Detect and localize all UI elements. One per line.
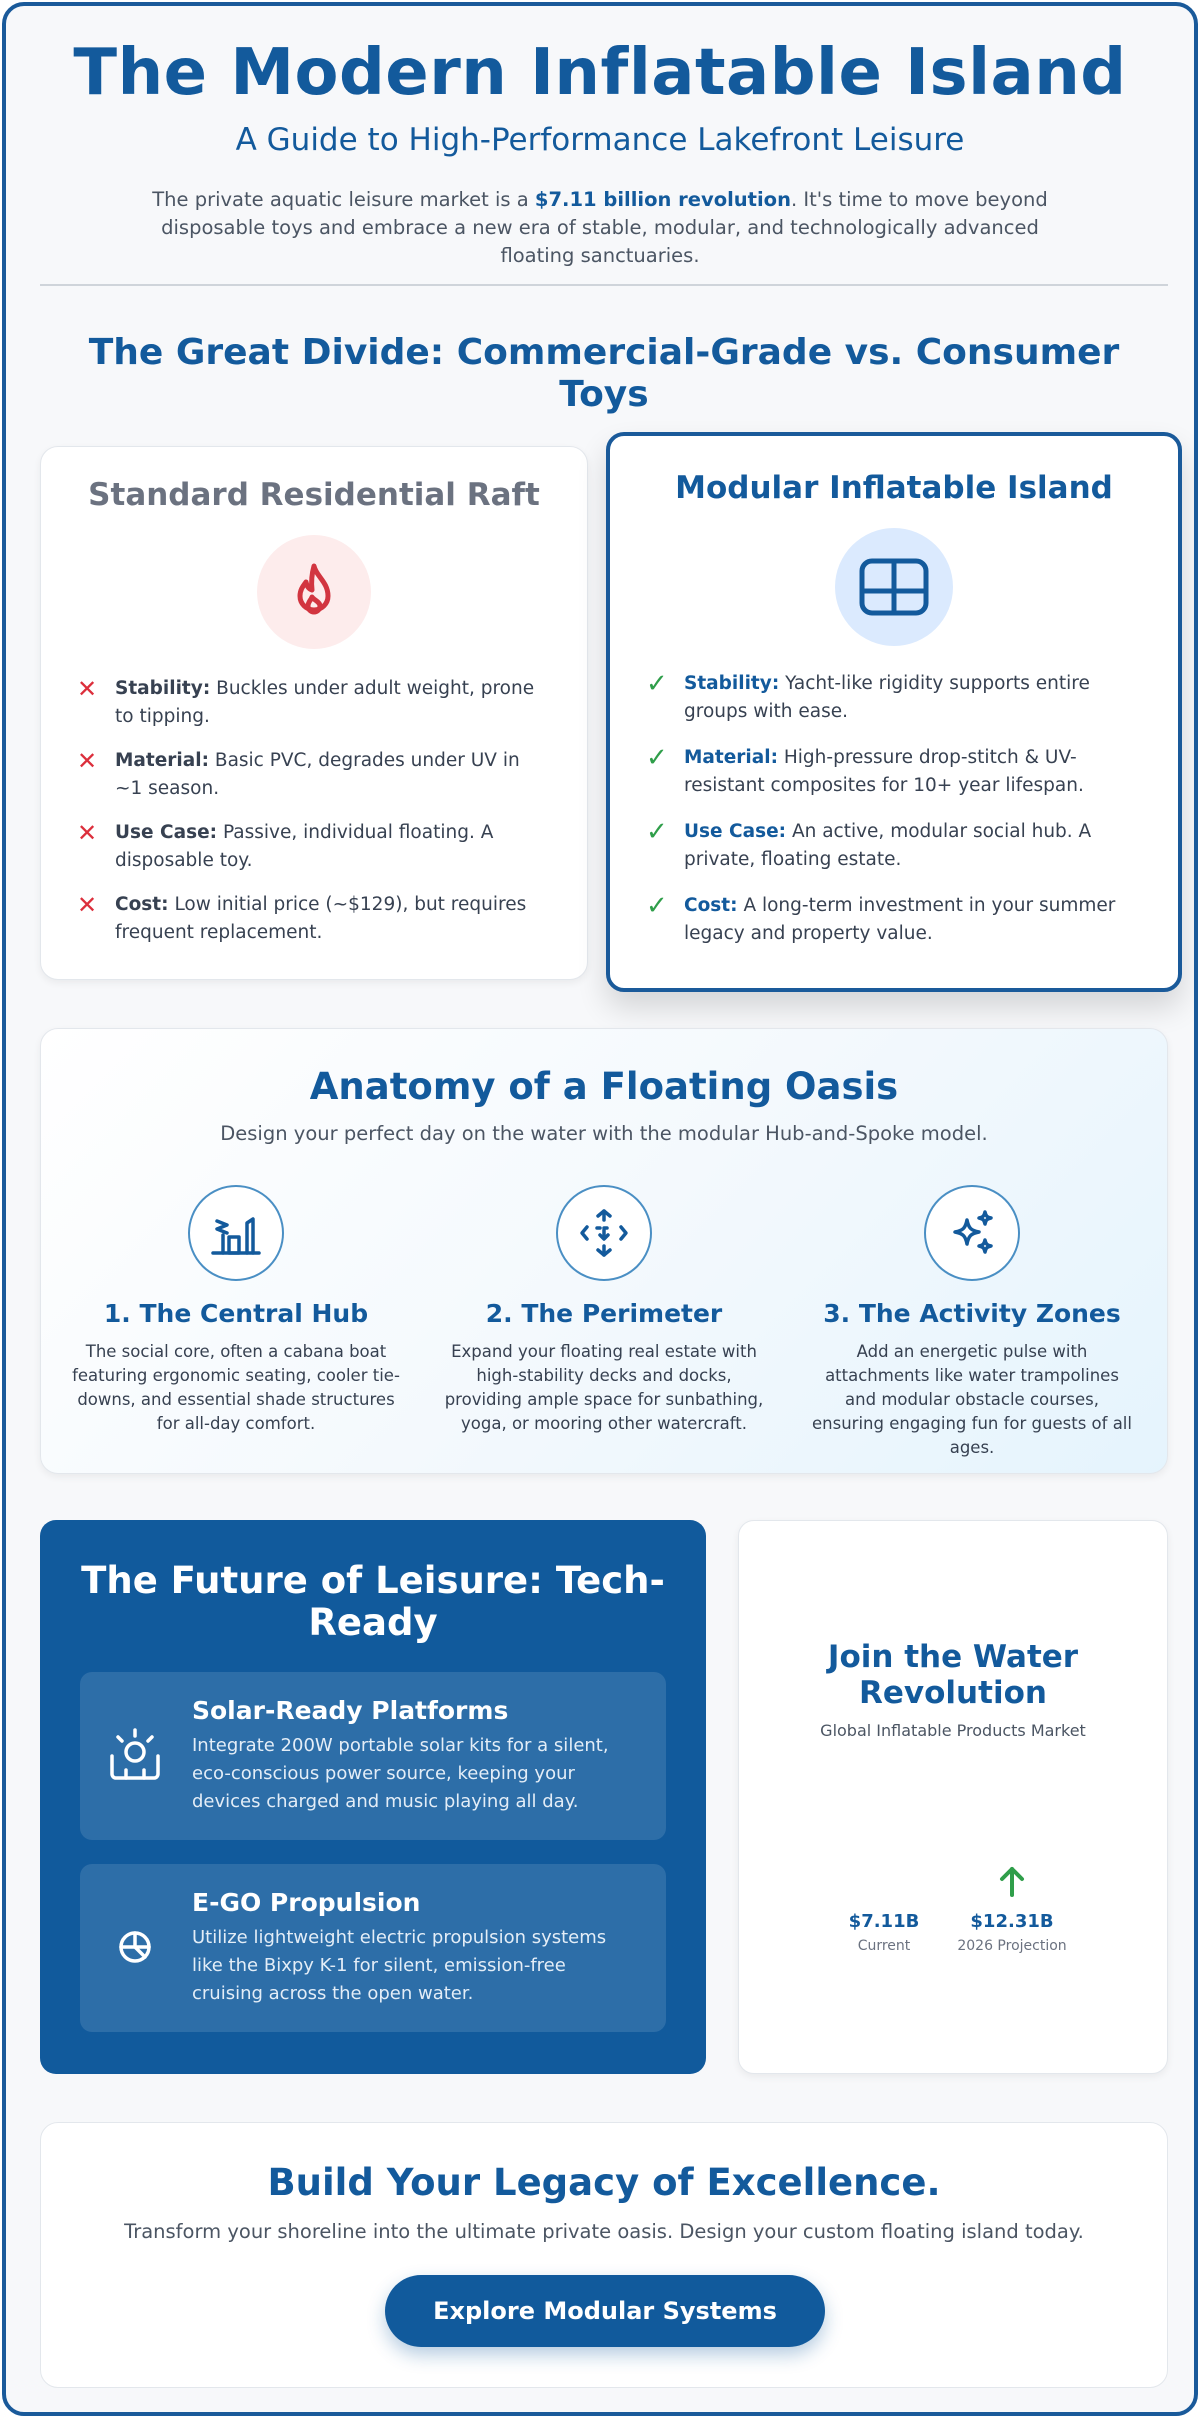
flame-icon	[257, 535, 371, 649]
list-item	[646, 670, 1138, 726]
stat-label: Current	[857, 1938, 911, 1954]
tech-item-title: E-GO Propulsion	[192, 1888, 421, 1917]
modular-island-card	[606, 432, 1182, 992]
standard-feature-list	[41, 675, 587, 947]
anatomy-section	[40, 1028, 1168, 1474]
expand-arrows-icon	[556, 1185, 652, 1281]
x-icon: ✕	[77, 819, 98, 847]
list-item	[646, 892, 1138, 948]
modular-island-title: Modular Inflatable Island	[675, 470, 1113, 506]
sparkles-icon	[924, 1185, 1020, 1281]
anatomy-title: Anatomy of a Floating Oasis	[309, 1065, 899, 1108]
tech-item-text: Utilize lightweight electric propulsion systems like the Bixpy K-1 for silent, emission-free cruising across the open water.	[192, 1927, 607, 2004]
stat-value: $7.11B	[848, 1911, 920, 1932]
anatomy-column-title: 2. The Perimeter	[485, 1299, 723, 1328]
page-frame	[2, 2, 1198, 2416]
check-icon: ✓	[646, 817, 668, 847]
feature-label: Material:	[115, 750, 209, 771]
feature-label: Cost:	[684, 895, 738, 916]
anatomy-columns	[41, 1185, 1167, 1460]
page-subtitle: A Guide to High-Performance Lakefront Leisure	[235, 122, 965, 158]
anatomy-column-text: Add an energetic pulse with attachments like water trampolines and modular obstacle courses, ensuring engaging fun for guests of all ages.	[812, 1342, 1132, 1457]
feature-text: An active, modular social hub. A private, floating estate.	[684, 821, 1092, 870]
feature-text: Basic PVC, degrades under UV in ~1 season.	[115, 750, 520, 799]
x-icon: ✕	[77, 675, 98, 703]
standard-raft-title: Standard Residential Raft	[88, 477, 540, 513]
feature-text: Passive, individual floating. A disposable toy.	[115, 822, 494, 871]
feature-label: Cost:	[115, 894, 169, 915]
feature-label: Stability:	[115, 678, 211, 699]
anatomy-column-title: 3. The Activity Zones	[823, 1299, 1121, 1328]
x-icon: ✕	[77, 891, 98, 919]
check-icon: ✓	[646, 743, 668, 773]
page-header	[6, 6, 1194, 270]
intro-paragraph	[150, 186, 1050, 270]
market-title: Join the Water Revolution	[827, 1639, 1079, 1711]
list-item	[77, 891, 547, 947]
feature-label: Use Case:	[684, 821, 787, 842]
modular-grid-icon	[835, 528, 953, 646]
tech-section	[40, 1520, 706, 2074]
cta-section	[40, 2122, 1168, 2388]
list-item	[646, 744, 1138, 800]
comparison-title: The Great Divide: Commercial-Grade vs. Consumer Toys	[88, 332, 1120, 415]
anatomy-column-text: The social core, often a cabana boat featuring ergonomic seating, cooler tie-downs, and essential shade structures for all-day comfort.	[72, 1342, 400, 1433]
stat-label: 2026 Projection	[957, 1938, 1067, 1954]
anatomy-column-title: 1. The Central Hub	[103, 1299, 369, 1328]
intro-highlight: $7.11 billion revolution	[534, 188, 791, 211]
cta-title: Build Your Legacy of Excellence.	[267, 2161, 941, 2204]
check-icon: ✓	[646, 669, 668, 699]
page-title: The Modern Inflatable Island	[73, 36, 1127, 110]
anatomy-column-activity	[807, 1185, 1137, 1460]
tech-item-propulsion	[80, 1864, 666, 2032]
propeller-icon	[106, 1918, 164, 1976]
feature-text: Low initial price (~$129), but requires frequent replacement.	[115, 894, 527, 943]
feature-text: High-pressure drop-stitch & UV-resistant composites for 10+ year lifespan.	[684, 747, 1084, 796]
feature-text: A long-term investment in your summer legacy and property value.	[684, 895, 1116, 944]
hub-icon	[188, 1185, 284, 1281]
solar-icon	[106, 1726, 164, 1784]
explore-modular-systems-button[interactable]: Explore Modular Systems	[385, 2275, 825, 2347]
stat-projection	[947, 1911, 1077, 1954]
feature-label: Stability:	[684, 673, 780, 694]
feature-text: Buckles under adult weight, prone to tipping.	[115, 678, 535, 727]
tech-item-title: Solar-Ready Platforms	[192, 1696, 509, 1725]
cta-subtitle: Transform your shoreline into the ultimate private oasis. Design your custom floating island today.	[124, 2220, 1084, 2243]
list-item	[77, 819, 547, 875]
arrow-up-icon	[997, 1865, 1027, 1901]
tech-title: The Future of Leisure: Tech-Ready	[81, 1559, 665, 1644]
feature-label: Material:	[684, 747, 778, 768]
anatomy-column-perimeter	[439, 1185, 769, 1460]
anatomy-column-hub	[71, 1185, 401, 1460]
intro-text-end: . It's time to move beyond disposable toys and embrace a new era of stable, modular, and technologically advanced floating sanctuaries.	[161, 188, 1048, 267]
list-item	[77, 747, 547, 803]
feature-label: Use Case:	[115, 822, 218, 843]
stat-value: $12.31B	[970, 1911, 1054, 1932]
list-item	[646, 818, 1138, 874]
modular-feature-list	[610, 670, 1178, 948]
market-subtitle: Global Inflatable Products Market	[820, 1721, 1086, 1740]
x-icon: ✕	[77, 747, 98, 775]
tech-item-text: Integrate 200W portable solar kits for a silent, eco-conscious power source, keeping your devices charged and music playing all day.	[192, 1735, 609, 1812]
check-icon: ✓	[646, 891, 668, 921]
intro-text-start: The private aquatic leisure market is a	[152, 188, 535, 211]
header-divider	[40, 284, 1168, 286]
feature-text: Yacht-like rigidity supports entire groups with ease.	[684, 673, 1090, 722]
list-item	[77, 675, 547, 731]
market-card	[738, 1520, 1168, 2074]
tech-item-solar	[80, 1672, 666, 1840]
stat-current	[819, 1911, 949, 1954]
standard-raft-card	[40, 446, 588, 980]
anatomy-subtitle: Design your perfect day on the water with the modular Hub-and-Spoke model.	[220, 1122, 988, 1145]
anatomy-column-text: Expand your floating real estate with high-stability decks and docks, providing ample space for sunbathing, yoga, or mooring other watercraft.	[444, 1342, 764, 1433]
